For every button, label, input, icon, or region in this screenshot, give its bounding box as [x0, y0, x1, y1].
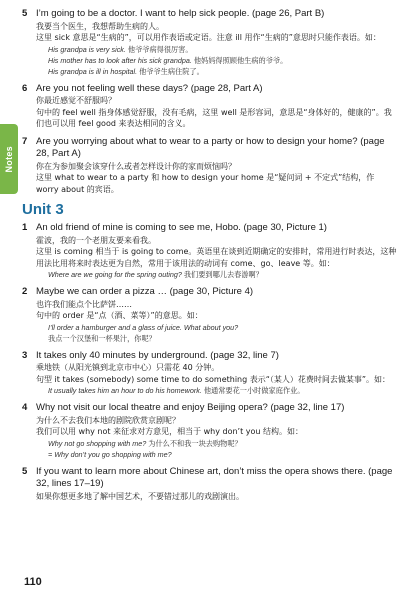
page-content [22, 8, 397, 508]
item-number: 4 [22, 402, 28, 413]
chinese-explanation: 我要当个医生，我想帮助生病的人。 [36, 21, 164, 31]
note-item [22, 8, 397, 77]
item-number: 7 [22, 135, 28, 147]
example-line [36, 322, 397, 333]
chinese-explanation: 你在为参加聚会该穿什么或者怎样设计你的家而烦恼吗？ [36, 161, 236, 171]
example-cn: 为什么不和我一块去购物呢？ [148, 438, 242, 448]
note-item [22, 350, 397, 397]
note-item [22, 402, 397, 460]
english-sentence: If you want to learn more about Chinese art, don’t miss the opera shows there. (page 32, lines 17–19) [36, 465, 393, 489]
page-number: 110 [24, 576, 42, 588]
english-sentence: I’m going to be a doctor. I want to help sick people. (page 26, Part B) [36, 8, 325, 19]
example-en: = Why don’t you go shopping with me? [48, 449, 172, 459]
chinese-explanation: 这里 is coming 相当于 is going to come。英语里在谈到近期确定的安排时，常用进行时表达，这种用法比用将来时表达更为自然，常用于该用法的动词有 come、go、leave 等。如： [36, 247, 397, 268]
example-line [36, 333, 397, 344]
example-en: I’ll order a hamburger and a glass of juice. What about you? [48, 322, 239, 332]
example-cn: 他通常要花一小时做家庭作业。 [203, 386, 305, 395]
example-line [36, 438, 397, 449]
example-line [36, 66, 397, 77]
example-en: His mother has to look after his sick grandpa. [48, 55, 192, 65]
example-en: It usually takes him an hour to do his homework. [48, 386, 202, 395]
item-number: 3 [22, 349, 28, 361]
item-number: 6 [22, 82, 28, 94]
example-en: His grandpa is ill in hospital. [48, 66, 138, 76]
example-line [36, 44, 397, 55]
example-cn: 他爷爷病得很厉害。 [127, 44, 193, 54]
chinese-explanation: 这里 sick 意思是“生病的”，可以用作表语或定语。注意 ill 用作“生病的”意思时只能作表语。如： [36, 33, 381, 42]
chinese-explanation: 句中的 order 是“点（酒、菜等）”的意思。如： [36, 311, 203, 320]
notes-tab-label: Notes [4, 145, 14, 173]
chinese-explanation: 霍波，我的一个老朋友要来看我。 [36, 235, 156, 245]
unit-heading: Unit 3 [22, 201, 64, 218]
example-line [36, 55, 397, 66]
chinese-explanation: 句型 it takes (somebody) some time to do something 表示“（某人）花费时间去做某事”。如： [36, 374, 391, 384]
english-sentence: It takes only 40 minutes by underground. (page 32, line 7) [36, 349, 279, 361]
item-number: 5 [22, 465, 28, 477]
note-item [22, 83, 397, 130]
chinese-explanation: 也许我们能点个比萨饼…… [36, 299, 132, 309]
chinese-explanation: 如果你想更多地了解中国艺术，不要错过那儿的戏剧演出。 [36, 491, 244, 501]
note-item [22, 466, 397, 503]
chinese-explanation: 这里 what to wear to a party 和 how to design your home 是“疑问词 + 不定式”结构，作 worry about 的宾语。 [36, 173, 375, 194]
english-sentence: Are you not feeling well these days? (page 28, Part A) [36, 82, 263, 94]
note-item [22, 222, 397, 280]
chinese-explanation: 你最近感觉不舒服吗？ [36, 96, 116, 105]
example-line [36, 269, 397, 280]
example-cn: 我点一个汉堡和一杯果汁，你呢？ [48, 333, 156, 343]
english-sentence: An old friend of mine is coming to see me, Hobo. (page 30, Picture 1) [36, 222, 327, 233]
example-en: Where are we going for the spring outing? [48, 270, 182, 279]
chinese-explanation: 句中的 feel well 指身体感觉舒服，没有毛病，这里 well 是形容词，意思是“身体好的，健康的”。我们也可以用 feel good 来表达相同的含义。 [36, 107, 392, 128]
english-sentence: Why not visit our local theatre and enjoy Beijing opera? (page 32, line 17) [36, 402, 345, 413]
item-number: 1 [22, 222, 28, 233]
example-cn: 他爷爷生病住院了。 [139, 66, 204, 76]
example-cn: 我们要到哪儿去春游啊？ [183, 270, 263, 279]
example-line [36, 385, 397, 396]
note-item [22, 286, 397, 344]
notes-items-top [22, 8, 397, 195]
chinese-explanation: 我们可以用 why not 来征求对方意见，相当于 why don’t you 结构。如： [36, 427, 304, 436]
chinese-explanation: 乘地铁（从阳光镇到北京市中心）只需花 40 分钟。 [36, 363, 220, 372]
chinese-explanation: 为什么不去我们本地的剧院欣赏京剧呢？ [36, 415, 180, 425]
english-sentence: Are you worrying about what to wear to a party or how to design your home? (page 28, Part A) [36, 135, 385, 159]
english-sentence: Maybe we can order a pizza … (page 30, Picture 4) [36, 286, 254, 297]
example-line [36, 449, 397, 460]
notes-side-tab [0, 124, 18, 194]
example-en: His grandpa is very sick. [48, 44, 126, 54]
note-item [22, 136, 397, 196]
item-number: 5 [22, 8, 28, 19]
example-en: Why not go shopping with me? [48, 438, 147, 448]
example-cn: 他妈妈得照顾他生病的爷爷。 [193, 55, 288, 65]
item-number: 2 [22, 286, 28, 297]
unit-3-items [22, 222, 397, 502]
